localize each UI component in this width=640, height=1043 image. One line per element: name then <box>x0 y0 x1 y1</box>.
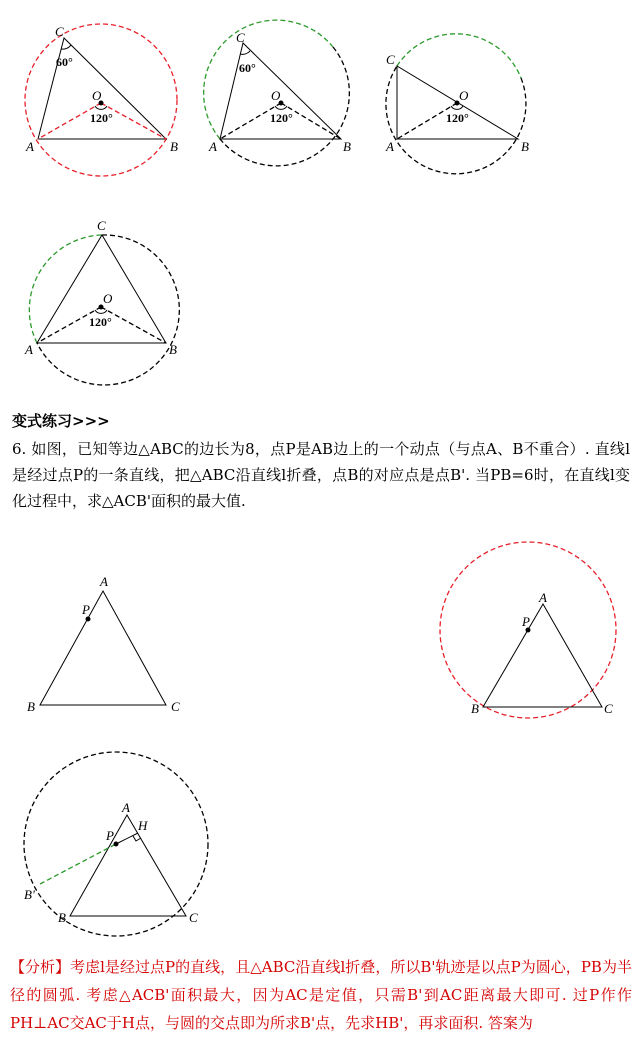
label-c: C <box>189 910 198 925</box>
label-b: B <box>169 342 177 357</box>
label-c: C <box>386 52 395 67</box>
label-b: B <box>58 910 66 925</box>
angle-label-o: 120° <box>89 315 112 329</box>
label-p: P <box>82 602 90 617</box>
analysis-tag: 【分析】 <box>10 958 71 976</box>
label-b: B <box>521 139 529 154</box>
section-title: 变式练习>>> <box>12 412 110 430</box>
analysis-text <box>10 953 632 1037</box>
label-a: A <box>386 139 394 154</box>
label-o: O <box>92 88 102 103</box>
angle-label-c: 60° <box>56 55 73 69</box>
line-ph-extended <box>40 844 116 884</box>
label-o: O <box>271 88 281 103</box>
label-a: A <box>100 574 108 589</box>
label-a: A <box>539 590 547 605</box>
label-c: C <box>97 218 106 233</box>
label-a: A <box>209 139 217 154</box>
label-o: O <box>459 88 469 103</box>
label-p: P <box>522 614 530 629</box>
angle-label-c: 60° <box>239 61 256 75</box>
label-a: A <box>25 342 33 357</box>
label-c: C <box>55 24 64 39</box>
label-b: B <box>170 139 178 154</box>
label-c: C <box>236 30 245 45</box>
problem-text: 6. 如图，已知等边△ABC的边长为8，点P是AB边上的一个动点（与点A、B不重合）. 直线l是经过点P的一条直线，把△ABC沿直线l折叠，点B的对应点是点B'. 当PB=6时，在直线l变化过程中，求△ACB'面积的最大值. <box>12 440 630 510</box>
label-c: C <box>171 699 180 714</box>
label-b: B <box>27 699 35 714</box>
triangle-abc <box>483 604 602 707</box>
angle-label-o: 120° <box>90 111 113 125</box>
label-a: A <box>122 800 130 815</box>
label-a: A <box>26 139 34 154</box>
triangle-abc <box>70 815 186 916</box>
label-h: H <box>138 818 148 833</box>
point-p <box>114 842 119 847</box>
label-b-prime: B' <box>24 887 35 902</box>
label-b: B <box>471 701 479 716</box>
analysis-body: 考虑l是经过点P的直线，且△ABC沿直线l折叠，所以B'轨迹是以点P为圆心，PB为半径的圆弧. 考虑△ACB'面积最大，因为AC是定值，只需B'到AC距离最大即可. 过P作作PH⊥AC交AC于H点，与圆的交点即为所求B'点，先求HB'，再求面积. 答案为 <box>10 958 632 1032</box>
angle-label-o: 120° <box>270 111 293 125</box>
label-p: P <box>106 828 114 843</box>
figure-7 <box>0 0 240 950</box>
label-o: O <box>103 291 113 306</box>
label-b: B <box>343 139 351 154</box>
label-c: C <box>604 701 613 716</box>
angle-label-o: 120° <box>446 111 469 125</box>
